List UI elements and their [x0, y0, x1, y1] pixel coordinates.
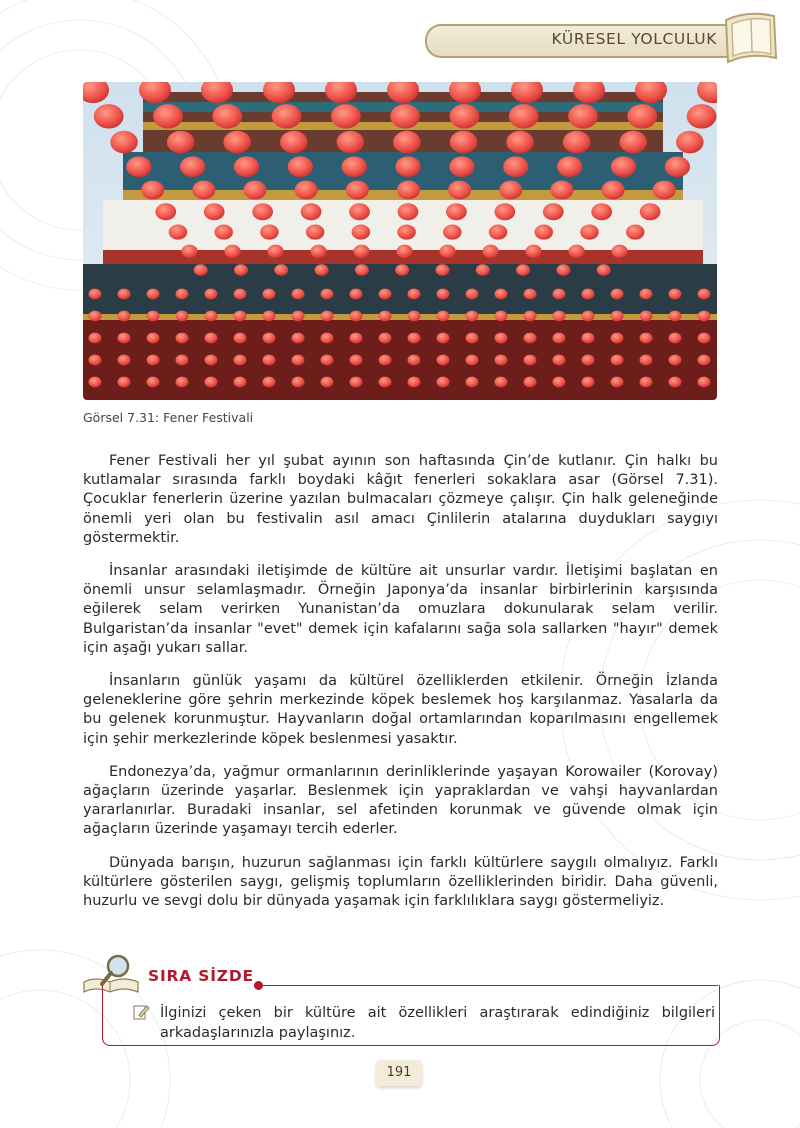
lantern — [611, 377, 624, 388]
lantern — [437, 355, 450, 366]
lantern — [260, 224, 279, 239]
lantern — [118, 333, 131, 344]
lantern — [234, 333, 247, 344]
lantern — [450, 131, 478, 154]
lantern — [234, 156, 259, 177]
lantern — [439, 245, 455, 258]
lantern — [524, 355, 537, 366]
pencil-paper-icon — [132, 1003, 150, 1021]
lantern — [535, 224, 554, 239]
lantern — [557, 156, 582, 177]
paragraph-greetings: İnsanlar arasındaki iletişimde de kültüre ait unsurlar vardır. İletişimi başlatan en önemli unsur selamlaşmadır. Örneğin Japonya’da insanlar birbirlerinin karşısında eğilerek selam verirken Yunanistan’da omuzlara dokunularak selam verilir. Bulgaristan’da insanlar "evet" demek için kafalarını sağa sola sallarken "hayır" demek için aşağı yukarı sallar. — [83, 563, 718, 656]
lantern-festival-photo — [83, 82, 717, 400]
lantern — [582, 377, 595, 388]
lantern — [640, 289, 653, 300]
lantern — [568, 104, 598, 128]
lantern — [450, 104, 480, 128]
lantern — [669, 289, 682, 300]
lantern — [611, 156, 636, 177]
lantern — [582, 289, 595, 300]
lantern — [263, 333, 276, 344]
lantern — [379, 311, 392, 322]
lantern — [466, 355, 479, 366]
activity-instruction: İlginizi çeken bir kültüre ait özellikleri araştırarak edindiğiniz bilgileri arkadaşlarınızla paylaşınız. — [160, 1005, 715, 1041]
lantern — [349, 203, 370, 220]
lantern — [687, 104, 717, 128]
lantern — [205, 311, 218, 322]
lantern — [553, 289, 566, 300]
lantern — [437, 333, 450, 344]
lantern — [482, 245, 498, 258]
lantern — [553, 377, 566, 388]
lantern — [147, 311, 160, 322]
lantern — [698, 355, 711, 366]
lantern — [466, 289, 479, 300]
lantern — [640, 377, 653, 388]
lantern — [395, 264, 409, 275]
lantern — [640, 311, 653, 322]
lantern — [342, 156, 367, 177]
paragraph-indonesia: Endonezya’da, yağmur ormanlarının derinliklerinde yaşayan Korowailer (Korovay) ağaçların üzerinde yaşarlar. Beslenmek için yapraklardan ve vahşi hayvanlardan yararlanırlar. Buradaki insanlar, sel afetinden korunmak ve güvende olmak için ağaçların üzerinde yaşamayı tercih ederler. — [83, 763, 718, 838]
lantern — [602, 181, 625, 200]
lantern — [310, 245, 326, 258]
lantern — [180, 156, 205, 177]
lantern — [580, 224, 599, 239]
lantern — [524, 289, 537, 300]
lantern — [627, 104, 657, 128]
lantern — [408, 311, 421, 322]
lantern — [669, 355, 682, 366]
lantern — [353, 245, 369, 258]
lantern — [626, 224, 645, 239]
lantern — [379, 355, 392, 366]
lantern — [176, 311, 189, 322]
lantern — [524, 377, 537, 388]
lantern — [591, 203, 612, 220]
lantern — [89, 355, 102, 366]
lantern-festival-illustration — [83, 82, 717, 400]
lantern — [408, 333, 421, 344]
lantern — [640, 333, 653, 344]
lantern — [550, 181, 573, 200]
lantern — [205, 289, 218, 300]
lantern — [446, 203, 467, 220]
lantern — [494, 203, 515, 220]
lantern — [244, 181, 267, 200]
lantern — [437, 311, 450, 322]
lantern — [205, 377, 218, 388]
lantern — [292, 289, 305, 300]
lantern — [205, 333, 218, 344]
lantern — [147, 355, 160, 366]
lantern — [263, 377, 276, 388]
lantern — [390, 104, 420, 128]
lantern — [611, 355, 624, 366]
lantern — [292, 333, 305, 344]
lantern — [263, 355, 276, 366]
lantern — [118, 289, 131, 300]
paragraph-lantern-festival: Fener Festivali her yıl şubat ayının son haftasında Çin’de kutlanır. Çin halkı bu kutlamalar sırasında farklı boydaki kâğıt fenerleri sokaklara asar (Görsel 7.31). Çocuklar fenerlerin üzerine yazılan bulmacaları çözmeye çalışır. Çin halk geleneğinde önemli yeri olan bu festivalin asıl amacı Çinlilerin atalarına duydukları saygıyı göstermektir. — [83, 453, 718, 546]
lantern — [569, 245, 585, 258]
lantern — [204, 203, 225, 220]
lantern — [331, 104, 361, 128]
lantern — [176, 355, 189, 366]
lantern — [212, 104, 242, 128]
lantern — [288, 156, 313, 177]
lantern — [350, 311, 363, 322]
lantern — [611, 333, 624, 344]
lantern — [495, 289, 508, 300]
lantern — [466, 333, 479, 344]
lantern — [640, 355, 653, 366]
lantern — [611, 311, 624, 322]
lantern — [89, 377, 102, 388]
lantern — [408, 355, 421, 366]
lantern — [337, 131, 365, 154]
book-icon — [718, 6, 782, 68]
lantern — [234, 377, 247, 388]
lantern — [619, 131, 647, 154]
lantern — [669, 333, 682, 344]
lantern — [274, 264, 288, 275]
lantern — [640, 203, 661, 220]
lantern — [292, 377, 305, 388]
lantern — [408, 377, 421, 388]
lantern — [525, 245, 541, 258]
lantern — [214, 224, 233, 239]
lantern — [443, 224, 462, 239]
lantern — [292, 311, 305, 322]
lantern — [524, 333, 537, 344]
lantern — [301, 203, 322, 220]
activity-title: SIRA SİZDE — [148, 967, 254, 985]
lantern — [398, 203, 419, 220]
lantern — [176, 333, 189, 344]
lantern — [437, 377, 450, 388]
lantern — [147, 289, 160, 300]
figure-caption: Görsel 7.31: Fener Festivali — [83, 410, 254, 425]
lantern — [355, 264, 369, 275]
lantern — [379, 377, 392, 388]
lantern — [89, 289, 102, 300]
lantern — [669, 377, 682, 388]
lantern — [118, 377, 131, 388]
lantern — [234, 289, 247, 300]
lantern — [321, 333, 334, 344]
lantern — [263, 289, 276, 300]
lantern — [267, 245, 283, 258]
lantern — [437, 289, 450, 300]
lantern — [147, 333, 160, 344]
lantern — [292, 355, 305, 366]
lantern — [466, 311, 479, 322]
lantern — [495, 377, 508, 388]
lantern — [553, 355, 566, 366]
lantern — [118, 311, 131, 322]
lantern — [556, 264, 570, 275]
lantern — [476, 264, 490, 275]
lantern — [141, 181, 164, 200]
paragraph-respect: Dünyada barışın, huzurun sağlanması için farklı kültürlere saygılı olmalıyız. Farklı kültürlere gösterilen saygı, gelişmiş toplumların özelliklerinden biridir. Daha güvenli, huzurlu ve sevgi dolu bir dünyada yaşamak için farklılıklara saygı göstermeliyiz. — [83, 854, 718, 910]
lantern — [676, 131, 704, 154]
lantern — [169, 224, 188, 239]
lantern — [147, 377, 160, 388]
lantern — [582, 355, 595, 366]
lantern — [582, 311, 595, 322]
lantern — [408, 289, 421, 300]
lantern — [205, 355, 218, 366]
lantern — [379, 333, 392, 344]
section-header-tab — [425, 24, 727, 58]
lantern — [516, 264, 530, 275]
lantern — [506, 131, 534, 154]
lantern — [698, 311, 711, 322]
lantern — [321, 289, 334, 300]
lantern — [495, 355, 508, 366]
lantern — [272, 104, 302, 128]
lantern — [350, 377, 363, 388]
paragraph-iceland: İnsanların günlük yaşamı da kültürel özelliklerden etkilenir. Örneğin İzlanda geleneklerine göre şehrin merkezinde köpek beslemek hoş karşılanmaz. Yasalarla da bu gelenek korunmuştur. Hayvanların doğal ortamlarından koparılmasını engellemek için şehir merkezlerinde köpek beslenmesi yasaktır. — [83, 673, 718, 747]
lantern — [698, 333, 711, 344]
lantern — [192, 181, 215, 200]
lantern — [350, 289, 363, 300]
lantern — [194, 264, 208, 275]
lantern — [466, 377, 479, 388]
lantern — [509, 104, 539, 128]
lantern — [176, 377, 189, 388]
lantern — [263, 311, 276, 322]
lantern — [495, 311, 508, 322]
lantern — [176, 289, 189, 300]
lantern — [352, 224, 371, 239]
lantern — [252, 203, 273, 220]
lantern — [94, 104, 124, 128]
lantern — [553, 333, 566, 344]
lantern — [89, 333, 102, 344]
lantern — [280, 131, 308, 154]
lantern — [698, 289, 711, 300]
lantern — [396, 245, 412, 258]
lantern — [306, 224, 325, 239]
lantern — [167, 131, 195, 154]
lantern — [321, 311, 334, 322]
lantern — [393, 131, 421, 154]
lantern — [449, 156, 474, 177]
lantern — [503, 156, 528, 177]
lantern — [665, 156, 690, 177]
page-number: 191 — [376, 1060, 422, 1086]
lantern — [350, 355, 363, 366]
lantern — [234, 264, 248, 275]
lantern — [397, 224, 416, 239]
lantern — [110, 131, 138, 154]
lantern — [597, 264, 611, 275]
lantern — [224, 245, 240, 258]
lantern — [397, 181, 420, 200]
lantern — [395, 156, 420, 177]
body-text — [83, 452, 718, 925]
lantern — [499, 181, 522, 200]
section-title: KÜRESEL YOLCULUK — [551, 30, 717, 48]
lantern — [295, 181, 318, 200]
lantern — [563, 131, 591, 154]
lantern — [543, 203, 564, 220]
lantern — [315, 264, 329, 275]
lantern — [234, 355, 247, 366]
lantern — [653, 181, 676, 200]
lantern — [524, 311, 537, 322]
lantern — [350, 333, 363, 344]
lantern — [612, 245, 628, 258]
lantern — [435, 264, 449, 275]
lantern — [155, 203, 176, 220]
lantern — [448, 181, 471, 200]
lantern — [181, 245, 197, 258]
lantern — [698, 377, 711, 388]
lantern — [582, 333, 595, 344]
lantern — [89, 311, 102, 322]
lantern — [321, 377, 334, 388]
lantern — [126, 156, 151, 177]
lantern — [346, 181, 369, 200]
lantern — [495, 333, 508, 344]
lantern — [118, 355, 131, 366]
lantern — [611, 289, 624, 300]
lantern — [153, 104, 183, 128]
lantern — [669, 311, 682, 322]
lantern — [553, 311, 566, 322]
lantern — [379, 289, 392, 300]
lantern — [489, 224, 508, 239]
lantern — [321, 355, 334, 366]
lantern — [234, 311, 247, 322]
lantern — [223, 131, 251, 154]
